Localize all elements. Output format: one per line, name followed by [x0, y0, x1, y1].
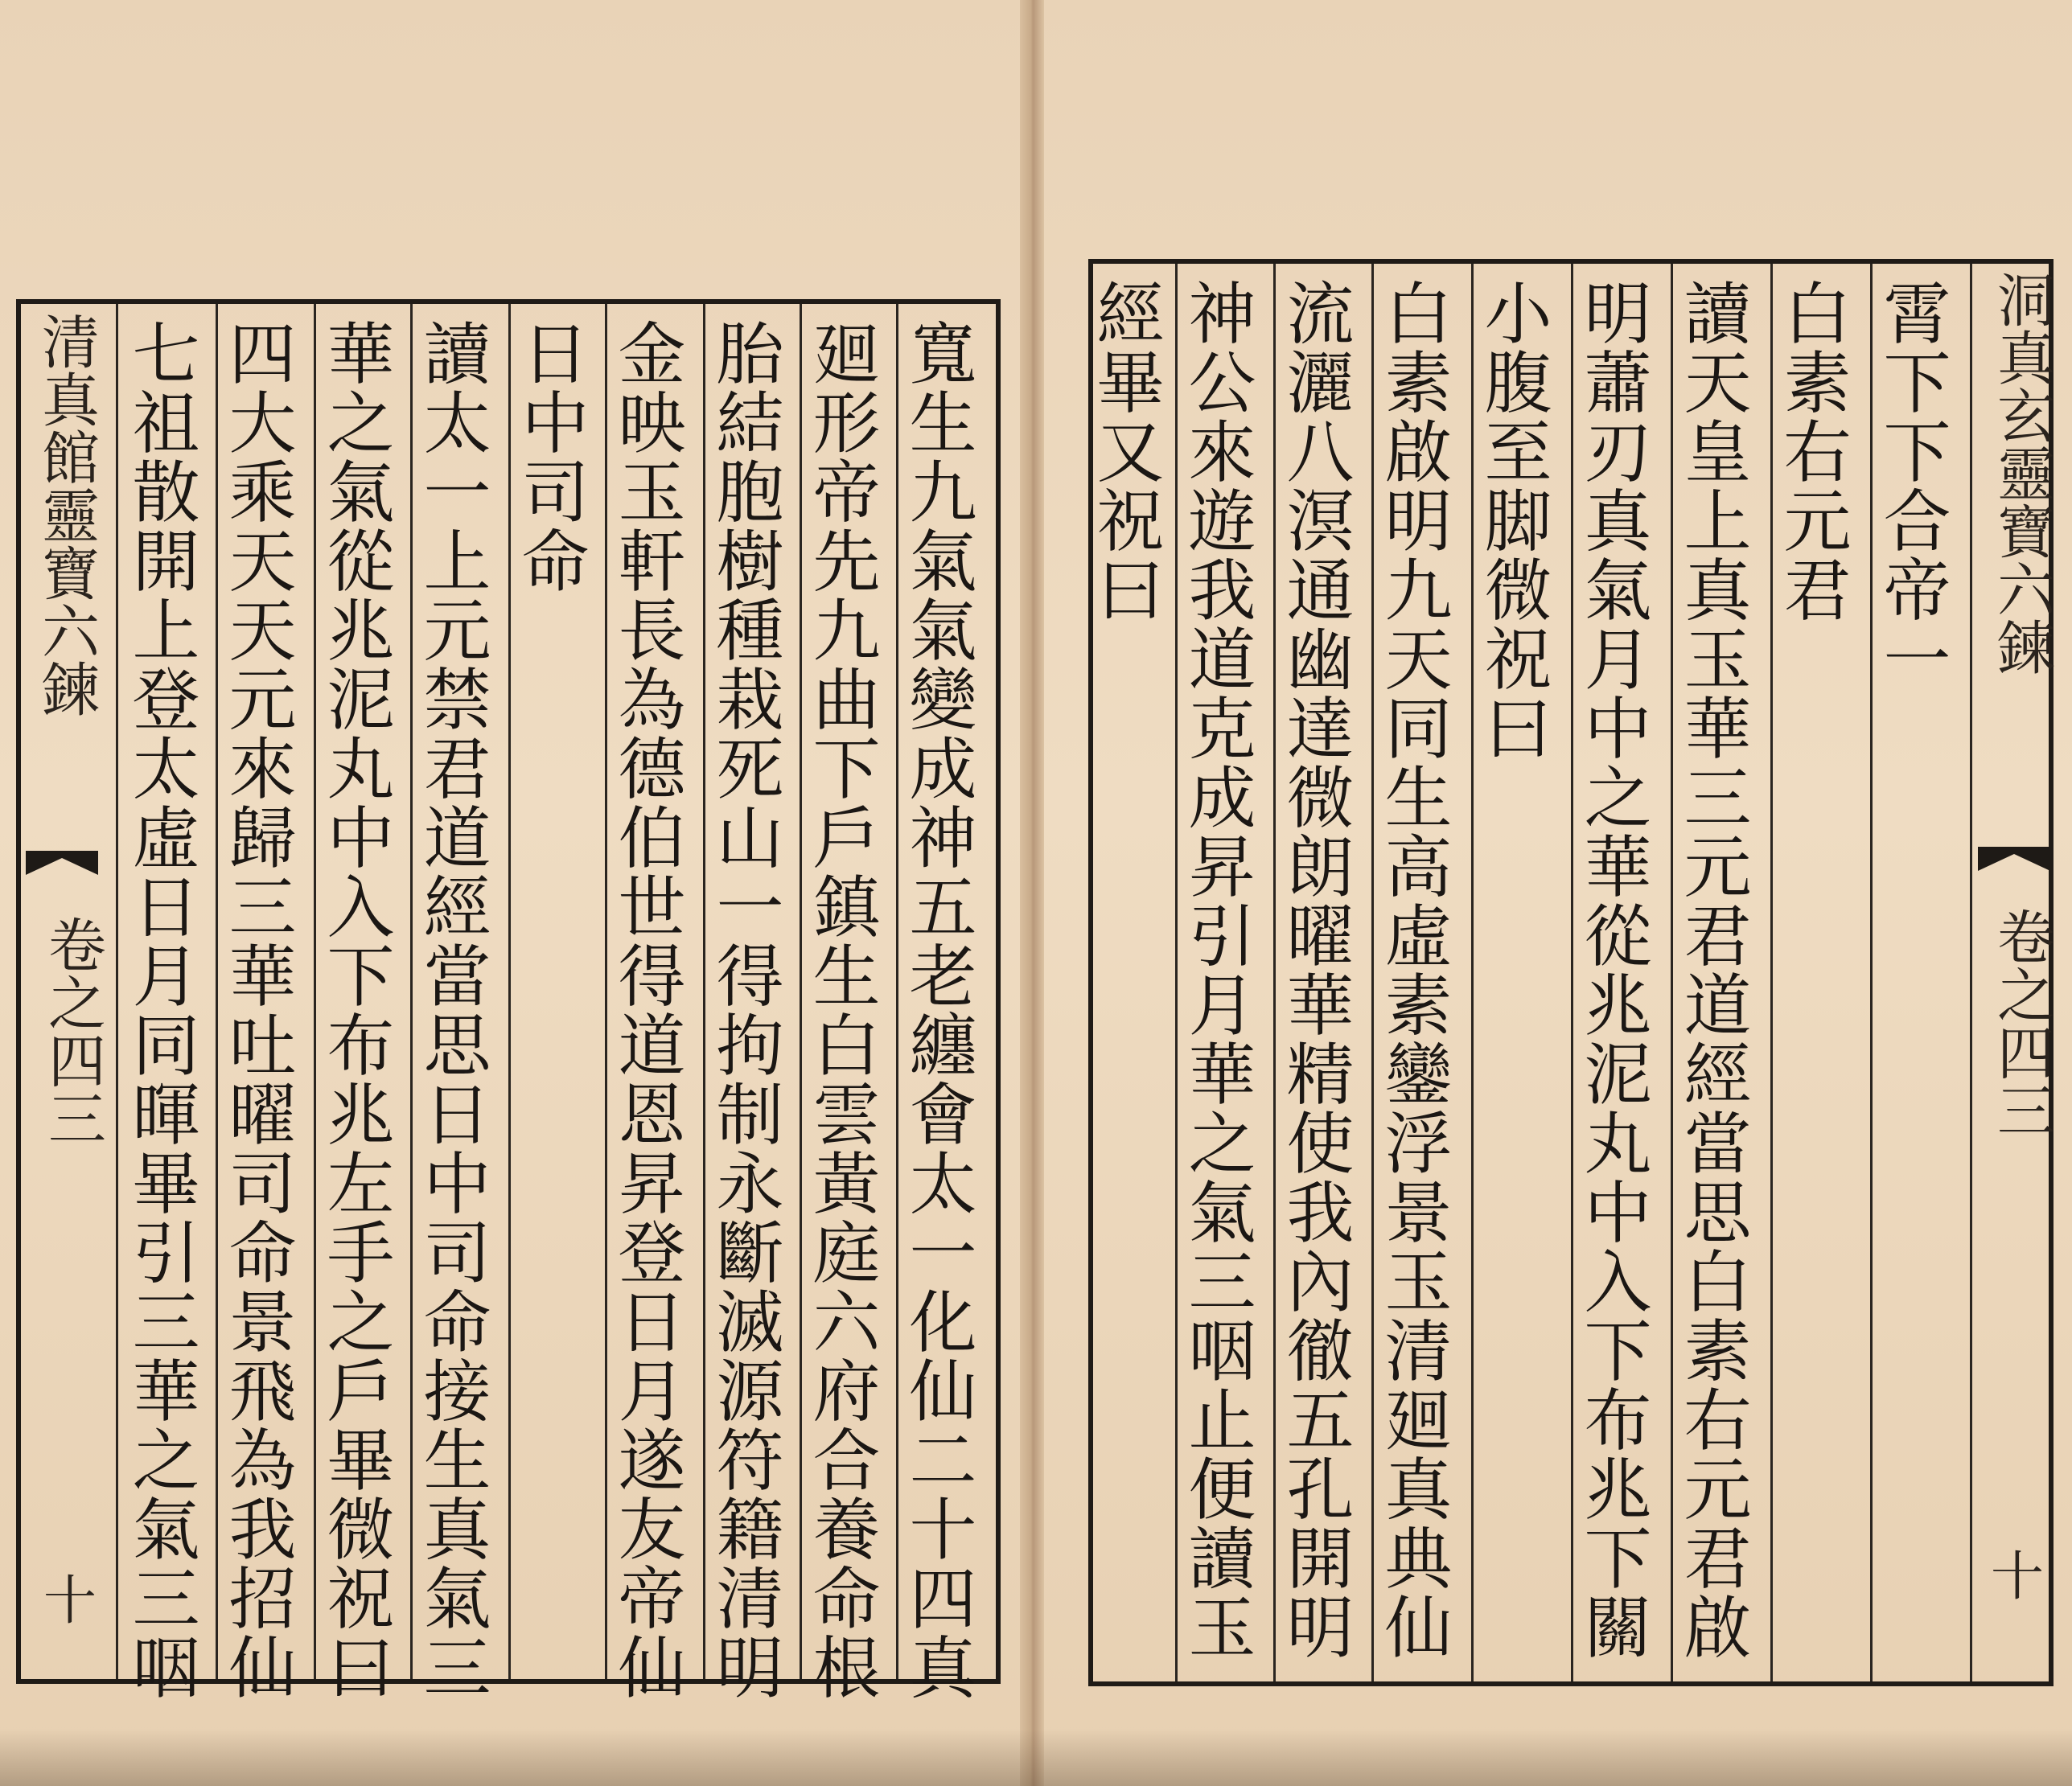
- text-column: 讀天皇上真玉華三元君道經當思白素右元君啟: [1673, 278, 1752, 1661]
- left-page: [0, 0, 1020, 1786]
- column-rule: [800, 304, 802, 1679]
- column-rule: [1571, 264, 1573, 1681]
- text-column: 日中司命: [511, 318, 590, 595]
- column-rule: [1870, 264, 1873, 1681]
- text-column: 流灑八溟通幽達微朗曜華精使我內徹五孔開明: [1276, 278, 1355, 1661]
- right-page: [1044, 0, 2072, 1786]
- page-number: 十: [1991, 1546, 2044, 1607]
- text-column: 七祖散開上登太虛日月同暉畢引三華之氣三咽: [121, 318, 200, 1702]
- page-number: 十: [43, 1570, 97, 1632]
- text-column: 寬生九氣氣變成神五老纏會太一化仙二十四真: [898, 318, 977, 1702]
- text-column: 四大乘天天元來歸三華吐曜司命景飛為我招仙: [218, 318, 297, 1702]
- column-rule: [1471, 264, 1474, 1681]
- column-rule: [1175, 264, 1178, 1681]
- column-rule: [896, 304, 898, 1679]
- text-column: 霄下下合帝一: [1873, 278, 1951, 693]
- fishtail-mark: [26, 851, 98, 875]
- column-rule: [1970, 264, 1972, 1681]
- column-rule: [508, 304, 511, 1679]
- text-column: 經畢又祝曰: [1086, 278, 1165, 624]
- text-column: 白素右元君: [1773, 278, 1852, 624]
- banxin-title: 清真館靈寶六鍊: [32, 312, 100, 717]
- text-column: 讀太一上元禁君道經當思日中司命接生真氣三: [413, 318, 491, 1702]
- book-spine: [1020, 0, 1044, 1786]
- text-column: 神公來遊我道克成昇引月華之氣三咽止便讀玉: [1178, 278, 1256, 1661]
- page-bottom-shadow: [0, 1729, 2072, 1786]
- text-column: 明蕭刃真氣月中之華從兆泥丸中入下布兆下關: [1573, 278, 1652, 1661]
- banxin-section: 卷之四三: [39, 915, 106, 1147]
- text-column: 金映玉軒長為德伯世得道恩昇登日月遂友帝仙: [607, 318, 686, 1702]
- column-rule: [410, 304, 413, 1679]
- column-rule: [1273, 264, 1276, 1681]
- text-column: 白素啟明九天同生高虛素鑾浮景玉清廻真典仙: [1374, 278, 1453, 1661]
- column-rule: [1371, 264, 1374, 1681]
- column-rule: [1770, 264, 1773, 1681]
- fishtail-mark: [1978, 847, 2050, 871]
- column-rule: [314, 304, 316, 1679]
- column-rule: [605, 304, 607, 1679]
- right-text-frame: [1088, 259, 2054, 1686]
- text-column: 廻形帝先九曲下戶鎮生白雲黃庭六府合養命根: [802, 318, 881, 1702]
- column-rule: [1671, 264, 1673, 1681]
- column-rule: [116, 304, 118, 1679]
- left-text-frame: [16, 299, 1001, 1702]
- column-rule: [216, 304, 218, 1679]
- banxin-section: 卷之四三: [1988, 907, 2055, 1139]
- text-column: 華之氣從兆泥丸中入下布兆左手之戶畢微祝曰: [316, 318, 395, 1702]
- banxin-title: 洞真玄靈寶六鍊: [1988, 270, 2055, 675]
- text-column: 胎結胞樹種栽死山一得拘制永斷滅源符籍清明: [705, 318, 784, 1702]
- text-column: 小腹至脚微祝曰: [1474, 278, 1552, 762]
- column-rule: [703, 304, 705, 1679]
